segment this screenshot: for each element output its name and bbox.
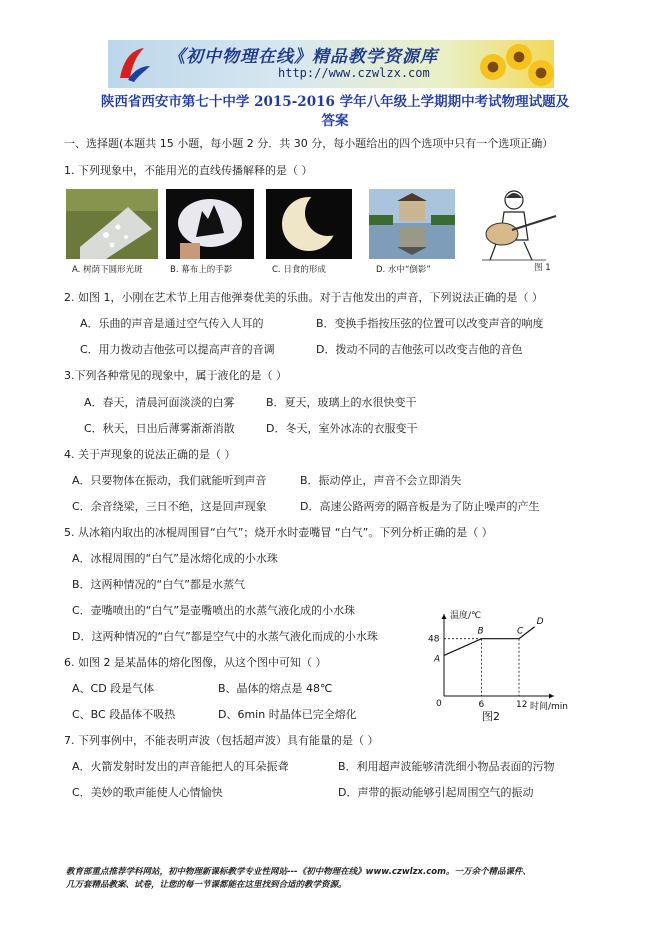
question-7-option-c: C．美妙的歌声能使人心情愉快 xyxy=(72,786,223,799)
page-title-continued: 答案 xyxy=(321,113,349,129)
photo-hand-shadow xyxy=(166,189,254,259)
question-6-option-d: D、6min 时晶体已完全熔化 xyxy=(218,708,357,721)
question-4-option-a: A．只要物体在振动，我们就能听到声音 xyxy=(72,474,267,487)
question-2-option-c: C．用力拨动吉他弦可以提高声音的音调 xyxy=(80,343,275,356)
y-axis-arrow xyxy=(442,614,447,619)
question-3-stem: 3.下列各种常见的现象中，属于液化的是（ ） xyxy=(64,369,287,382)
question-1-stem: 1. 下列现象中，不能用光的直线传播解释的是（ ） xyxy=(64,164,313,177)
section-heading: 一、选择题(本题共 15 小题，每小题 2 分．共 30 分，每小题给出的四个选项中只有一个选项正确） xyxy=(64,137,554,150)
tick-label-x-12: 12 xyxy=(516,700,528,710)
question-6-stem: 6. 如图 2 是某晶体的熔化图像，从这个图中可知（ ） xyxy=(64,656,327,669)
footer-line-2: 几万套精品教案、试卷，让您的每一节课都能在这里找到合适的教学资源。 xyxy=(66,880,347,890)
question-3-option-c: C．秋天，日出后薄雾渐渐消散 xyxy=(84,422,235,435)
question-5-option-b: B．这两种情况的“白气”都是水蒸气 xyxy=(72,578,245,591)
question-6-option-b: B、晶体的熔点是 48℃ xyxy=(218,682,333,695)
tick-label-y-48: 48 xyxy=(428,634,440,645)
question-5-option-a: A．冰棍周围的“白气”是冰熔化成的小水珠 xyxy=(72,552,278,565)
question-7-option-a: A．火箭发射时发出的声音能把人的耳朵振聋 xyxy=(72,760,289,773)
point-label-C: C xyxy=(517,626,524,637)
sunflower-icon xyxy=(480,54,506,80)
tick-label-origin: 0 xyxy=(436,699,442,709)
x-axis-label: 时间/min xyxy=(530,702,569,712)
caption-d: D. 水中“倒影” xyxy=(376,265,431,275)
caption-a: A. 树荫下圆形光斑 xyxy=(72,265,143,275)
site-logo-icon xyxy=(114,44,154,84)
question-3-option-a: A．春天，清晨河面淡淡的白雾 xyxy=(84,396,235,409)
sunflower-icon xyxy=(506,44,532,70)
question-5-stem: 5. 从冰箱内取出的冰棍周围冒“白气”；烧开水时壶嘴冒 “白气”。下列分析正确的是（ ） xyxy=(64,526,493,539)
point-label-D: D xyxy=(536,616,544,627)
y-axis-label: 温度/℃ xyxy=(450,611,482,621)
figure-1-label: 图 1 xyxy=(534,263,551,273)
question-7-option-d: D．声带的振动能够引起周围空气的振动 xyxy=(338,786,534,799)
question-2-stem: 2. 如图 1，小刚在艺术节上用吉他弹奏优美的乐曲。对于吉他发出的声音，下列说法正确的是（ ） xyxy=(64,291,543,304)
photo-solar-eclipse xyxy=(266,189,352,259)
tick-label-x-6: 6 xyxy=(478,700,485,710)
site-banner xyxy=(108,40,554,88)
point-label-B: B xyxy=(477,626,484,637)
question-7-option-b: B．利用超声波能够清洗细小物品表面的污物 xyxy=(338,760,555,773)
question-3-option-b: B．夏天，玻璃上的水很快变干 xyxy=(266,396,417,409)
page-title: 陕西省西安市第七十中学 2015-2016 学年八年级上学期期中考试物理试题及 xyxy=(100,94,570,110)
question-4-stem: 4. 关于声现象的说法正确的是（ ） xyxy=(64,448,236,461)
caption-b: B. 幕布上的手影 xyxy=(170,265,233,275)
footer-line-1: 教育部重点推荐学科网站，初中物理新课标教学专业性网站---《初中物理在线》www.czwlzx.com。一万余个精品课件、 xyxy=(66,867,531,877)
question-4-option-d: D．高速公路两旁的隔音板是为了防止噪声的产生 xyxy=(300,500,540,513)
question-6-option-c: C、BC 段晶体不吸热 xyxy=(72,708,176,721)
question-2-option-b: B．变换手指按压弦的位置可以改变声音的响度 xyxy=(316,317,544,330)
guitar-player-drawing xyxy=(466,186,564,262)
figure-2-melting-graph xyxy=(422,608,569,726)
question-4-option-c: C．余音绕梁，三日不绝，这是回声现象 xyxy=(72,500,267,513)
point-label-A: A xyxy=(434,654,441,665)
sunflower-icon xyxy=(528,60,554,86)
question-4-option-b: B．振动停止，声音不会立即消失 xyxy=(300,474,462,487)
x-axis-arrow xyxy=(549,694,554,699)
site-title: 《初中物理在线》精品教学资源库 xyxy=(168,47,438,67)
question-2-option-d: D．拨动不同的吉他弦可以改变吉他的音色 xyxy=(316,343,523,356)
caption-c: C. 日食的形成 xyxy=(272,265,326,275)
question-5-option-c: C．壶嘴喷出的“白气”是壶嘴喷出的水蒸气液化成的小水珠 xyxy=(72,604,356,617)
question-7-stem: 7. 下列事例中，不能表明声波（包括超声波）具有能量的是（ ） xyxy=(64,734,379,747)
question-2-option-a: A．乐曲的声音是通过空气传入人耳的 xyxy=(80,317,264,330)
photo-water-reflection xyxy=(369,189,455,259)
site-url: http://www.czwlzx.com xyxy=(278,66,430,80)
photo-tree-shade-spots xyxy=(66,189,158,259)
figure-2-caption: 图2 xyxy=(482,710,500,723)
question-6-option-a: A、CD 段是气体 xyxy=(72,682,155,695)
question-5-option-d: D．这两种情况的“白气”都是空气中的水蒸气液化而成的小水珠 xyxy=(72,630,378,643)
question-3-option-d: D．冬天，室外冰冻的衣服变干 xyxy=(266,422,418,435)
